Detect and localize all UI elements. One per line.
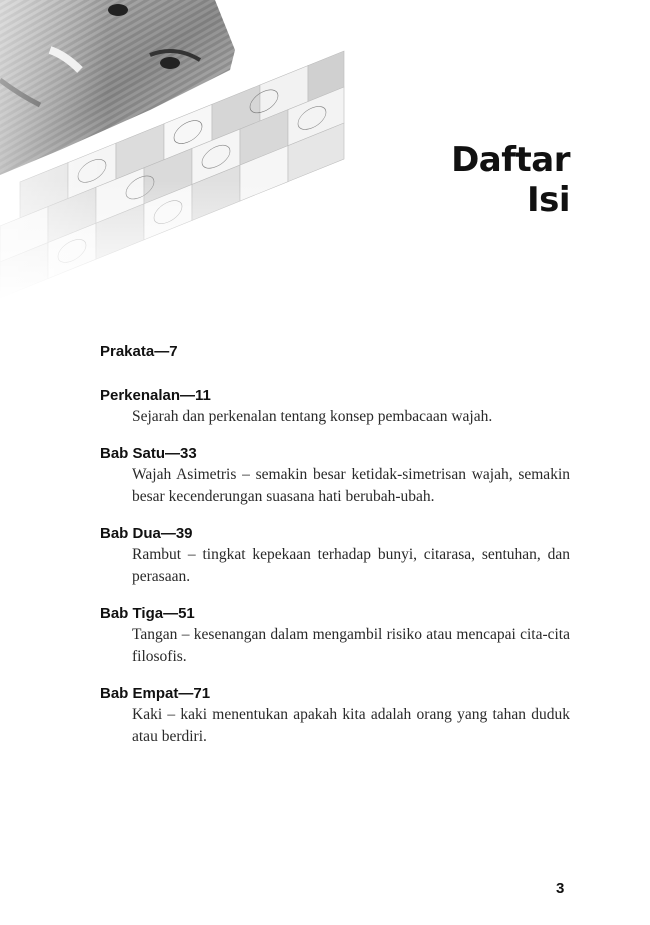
page-title: Daftar Isi xyxy=(451,140,570,220)
toc-entry-bab-empat xyxy=(100,684,570,748)
toc-entry-heading: Bab Tiga—51 xyxy=(100,605,195,622)
toc-entry-bab-tiga xyxy=(100,604,570,668)
toc-entry-bab-satu xyxy=(100,444,570,508)
toc-entry-description: Sejarah dan perkenalan tentang konsep pembacaan wajah. xyxy=(132,408,493,425)
page-number: 3 xyxy=(556,880,565,897)
toc-entry-description: Kaki – kaki menentukan apakah kita adalah orang yang tahan duduk atau berdiri. xyxy=(132,706,570,745)
table-of-contents xyxy=(100,342,570,764)
toc-entry-heading: Bab Dua—39 xyxy=(100,525,193,542)
toc-entry-perkenalan xyxy=(100,386,570,428)
toc-entry-description: Wajah Asimetris – semakin besar ketidak-simetrisan wajah, semakin besar kecenderungan suasana hati berubah-ubah. xyxy=(132,466,570,505)
toc-entry-heading: Prakata—7 xyxy=(100,343,178,360)
toc-entry-heading: Bab Satu—33 xyxy=(100,445,197,462)
face-mosaic-image xyxy=(0,0,360,300)
toc-entry-description: Rambut – tingkat kepekaan terhadap bunyi, citarasa, sentuhan, dan perasaan. xyxy=(132,546,570,585)
toc-entry-bab-dua xyxy=(100,524,570,588)
toc-entry-description: Tangan – kesenangan dalam mengambil risiko atau mencapai cita-cita filosofis. xyxy=(132,626,570,665)
toc-entry-heading: Perkenalan—11 xyxy=(100,387,211,404)
toc-entry-prakata xyxy=(100,342,570,362)
toc-entry-heading: Bab Empat—71 xyxy=(100,685,211,702)
